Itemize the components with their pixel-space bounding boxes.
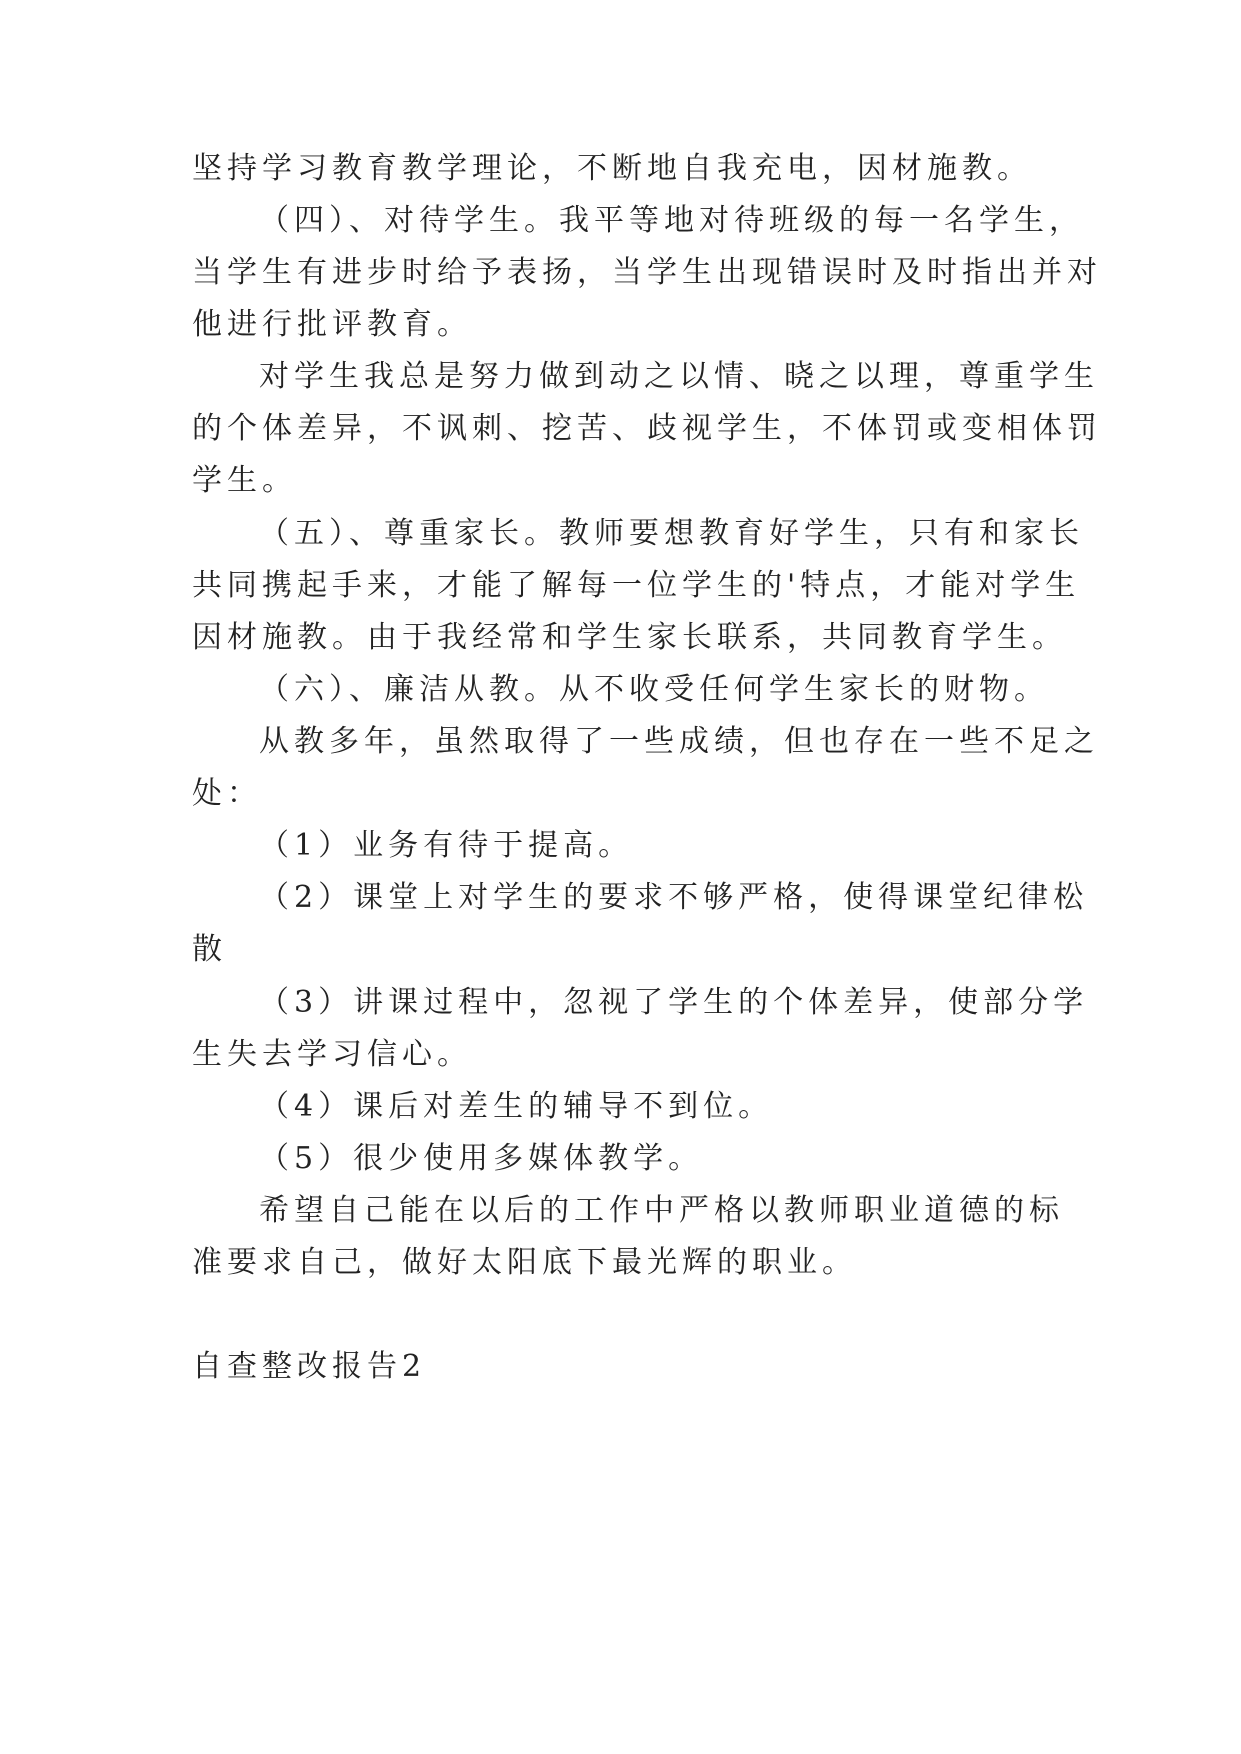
paragraph-line: 对学生我总是努力做到动之以情、晓之以理，尊重学生 xyxy=(259,359,1099,394)
list-item-2-continued: 散 xyxy=(192,932,227,967)
paragraph-5-line: 共同携起手来，才能了解每一位学生的'特点，才能对学生 xyxy=(192,568,1081,603)
list-item-4: （4）课后对差生的辅导不到位。 xyxy=(259,1089,774,1124)
paragraph-line: 学生。 xyxy=(192,463,297,498)
paragraph-line: 处： xyxy=(192,776,262,811)
paragraph-4-line: 他进行批评教育。 xyxy=(192,307,472,342)
section-heading: 自查整改报告2 xyxy=(192,1349,427,1384)
paragraph-line: 的个体差异，不讽刺、挖苦、歧视学生，不体罚或变相体罚 xyxy=(192,411,1102,446)
paragraph-5-line: 因材施教。由于我经常和学生家长联系，共同教育学生。 xyxy=(192,620,1067,655)
body-text-line: 坚持学习教育教学理论，不断地自我充电，因材施教。 xyxy=(192,151,1032,186)
list-item-5: （5）很少使用多媒体教学。 xyxy=(259,1141,704,1176)
paragraph-4-line: （四）、对待学生。我平等地对待班级的每一名学生， xyxy=(259,203,1084,238)
paragraph-line: 从教多年，虽然取得了一些成绩，但也存在一些不足之 xyxy=(259,724,1099,759)
list-item-3-continued: 生失去学习信心。 xyxy=(192,1037,472,1072)
list-item-1: （1）业务有待于提高。 xyxy=(259,828,634,863)
closing-paragraph-line: 准要求自己，做好太阳底下最光辉的职业。 xyxy=(192,1245,857,1280)
paragraph-4-line: 当学生有进步时给予表扬，当学生出现错误时及时指出并对 xyxy=(192,255,1102,290)
paragraph-5-line: （五）、尊重家长。教师要想教育好学生，只有和家长 xyxy=(259,516,1084,551)
closing-paragraph-line: 希望自己能在以后的工作中严格以教师职业道德的标 xyxy=(259,1193,1064,1228)
list-item-2: （2）课堂上对学生的要求不够严格，使得课堂纪律松 xyxy=(259,880,1089,915)
paragraph-6-line: （六）、廉洁从教。从不收受任何学生家长的财物。 xyxy=(259,672,1049,707)
list-item-3: （3）讲课过程中，忽视了学生的个体差异，使部分学 xyxy=(259,985,1089,1020)
